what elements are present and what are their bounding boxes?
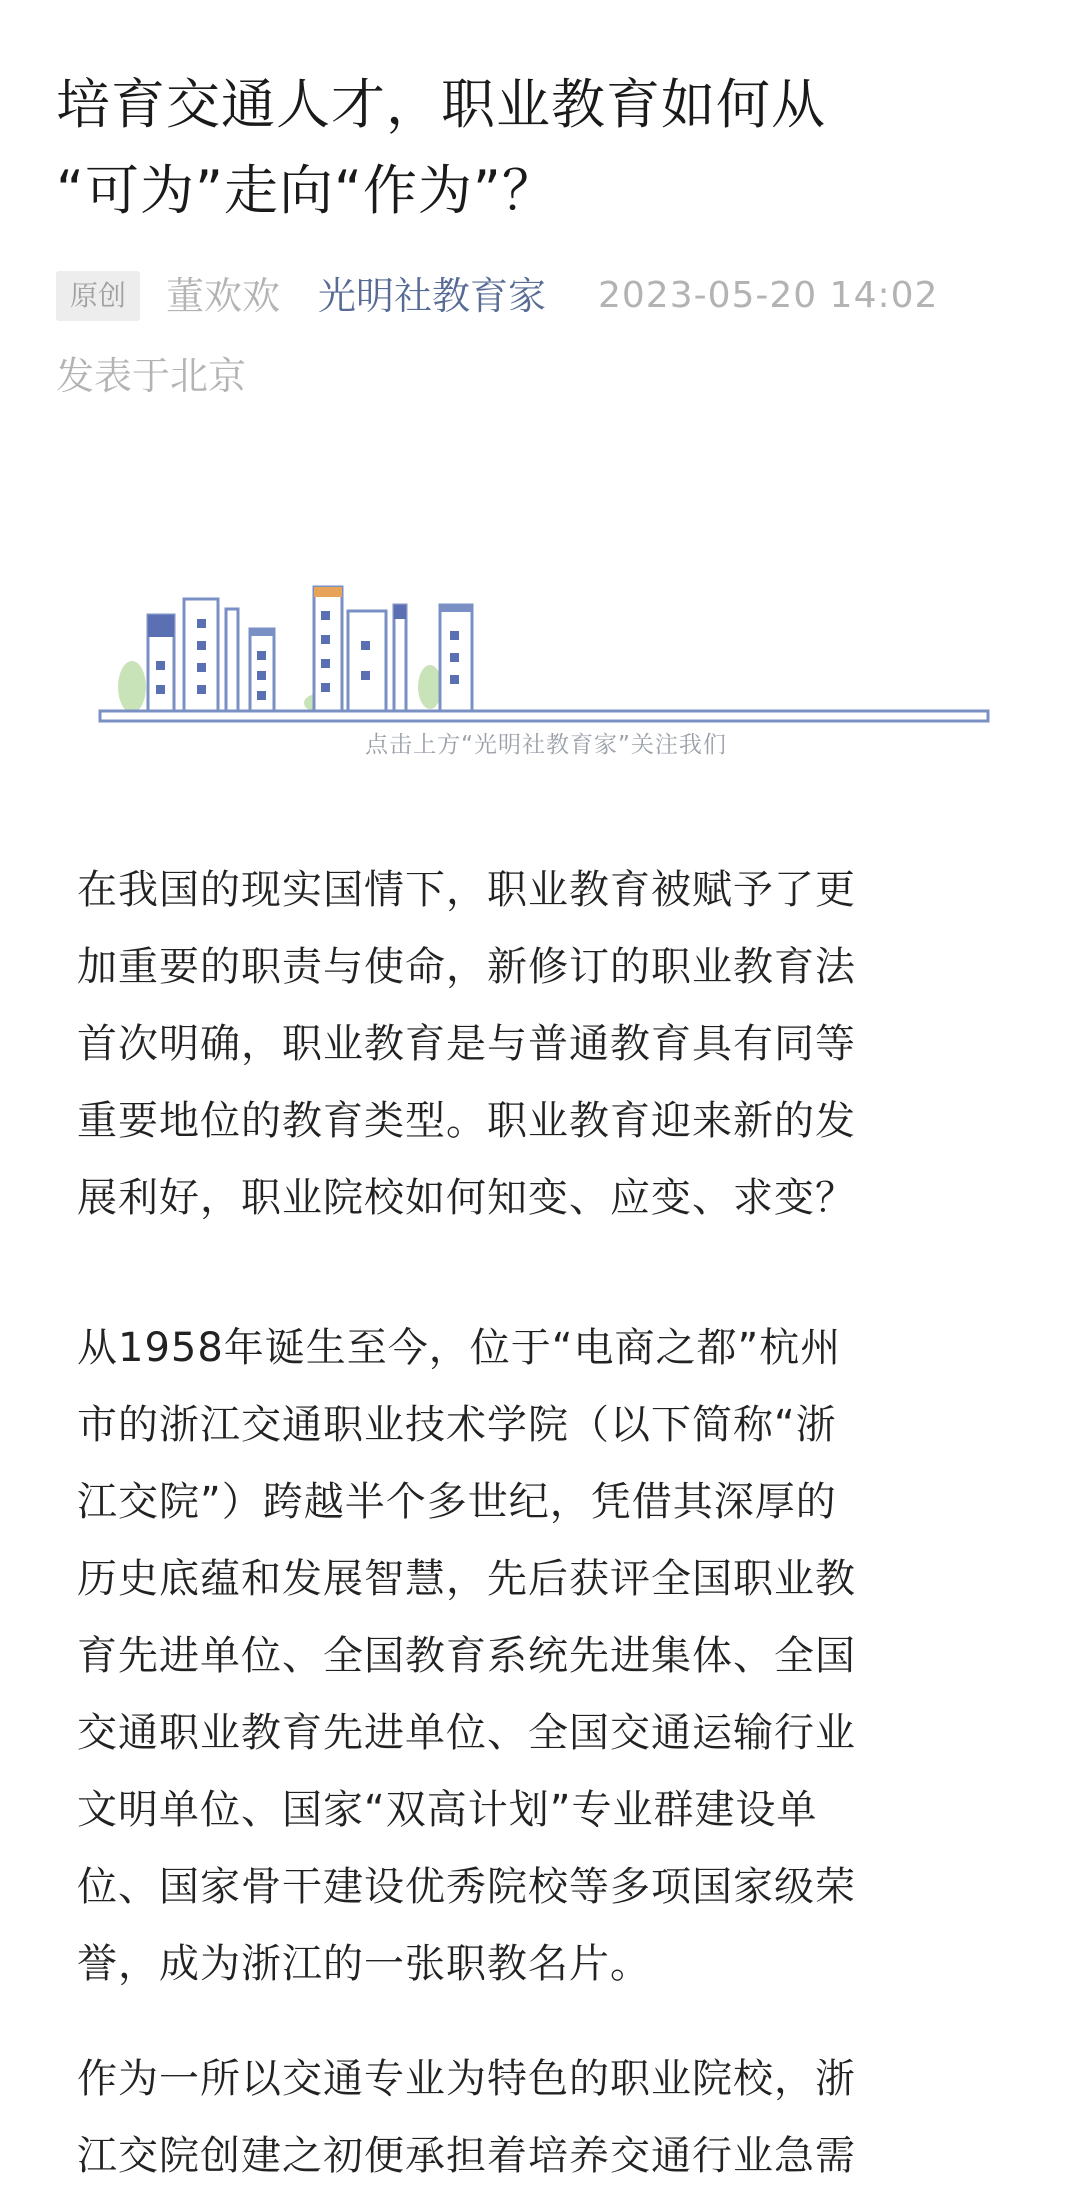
paragraph-line: 位、国家骨干建设优秀院校等多项国家级荣	[77, 1864, 856, 1910]
book-detail	[450, 653, 459, 662]
paragraph	[77, 2041, 1017, 2195]
paragraph-line: 文明单位、国家“双高计划”专业群建设单	[77, 1787, 818, 1833]
paragraph-line: 市的浙江交通职业技术学院（以下简称“浙	[77, 1402, 837, 1448]
book-detail	[197, 619, 206, 628]
book-detail	[450, 675, 459, 684]
author-name[interactable]: 董欢欢	[166, 274, 281, 318]
publish-location: 发表于北京	[56, 354, 247, 398]
leaf-shape	[418, 665, 442, 709]
account-name-link[interactable]: 光明社教育家	[318, 274, 547, 318]
book-detail	[156, 661, 165, 670]
article-meta	[56, 266, 1046, 326]
book-detail	[197, 663, 206, 672]
paragraph-line: 誉，成为浙江的一张职教名片。	[77, 1941, 651, 1987]
book-detail	[197, 685, 206, 694]
book-detail	[257, 651, 266, 660]
follow-caption[interactable]: 点击上方“光明社教育家”关注我们	[365, 732, 727, 758]
book-detail	[450, 631, 459, 640]
paragraph	[77, 852, 1017, 1237]
book-detail	[321, 611, 330, 620]
paragraph-line: 在我国的现实国情下，职业教育被赋予了更	[77, 867, 856, 913]
book-detail	[148, 615, 174, 637]
book-detail	[361, 671, 370, 680]
paragraph	[77, 1310, 1017, 2003]
title-line: “可为”走向“作为”？	[56, 159, 557, 222]
book-detail	[321, 635, 330, 644]
book-shape	[394, 605, 406, 711]
book-detail	[314, 587, 342, 597]
title-line: 培育交通人才，职业教育如何从	[56, 73, 826, 136]
original-badge: 原创	[56, 271, 140, 321]
book-detail	[394, 605, 406, 619]
paragraph-line: 交通职业教育先进单位、全国交通运输行业	[77, 1710, 856, 1756]
article-title	[56, 62, 1036, 234]
paragraph-line: 江交院创建之初便承担着培养交通行业急需	[77, 2133, 856, 2179]
follow-banner[interactable]	[96, 575, 996, 775]
paragraph-line: 作为一所以交通专业为特色的职业院校，浙	[77, 2056, 856, 2102]
book-detail	[250, 629, 274, 636]
book-detail	[440, 605, 472, 612]
paragraph-line: 历史底蕴和发展智慧，先后获评全国职业教	[77, 1556, 856, 1602]
paragraph-line: 江交院”）跨越半个多世纪，凭借其深厚的	[77, 1479, 837, 1525]
book-detail	[321, 659, 330, 668]
book-detail	[257, 691, 266, 700]
book-detail	[321, 683, 330, 692]
shelf-line	[100, 711, 988, 721]
paragraph-line: 育先进单位、全国教育系统先进集体、全国	[77, 1633, 856, 1679]
paragraph-line: 重要地位的教育类型。职业教育迎来新的发	[77, 1098, 856, 1144]
bookshelf-illustration	[96, 575, 996, 725]
book-detail	[197, 641, 206, 650]
paragraph-line: 从1958年诞生至今，位于“电商之都”杭州	[77, 1325, 842, 1371]
book-shape	[184, 599, 218, 711]
book-detail	[257, 671, 266, 680]
paragraph-line: 加重要的职责与使命，新修订的职业教育法	[77, 944, 856, 990]
book-shape	[314, 587, 342, 711]
book-shape	[226, 609, 238, 711]
publish-datetime: 2023-05-20 14:02	[598, 275, 939, 316]
paragraph-line: 展利好，职业院校如何知变、应变、求变？	[77, 1175, 856, 1221]
book-shape	[348, 611, 386, 711]
book-detail	[361, 641, 370, 650]
paragraph-line: 首次明确，职业教育是与普通教育具有同等	[77, 1021, 856, 1067]
book-detail	[156, 685, 165, 694]
leaf-shape	[118, 661, 146, 713]
